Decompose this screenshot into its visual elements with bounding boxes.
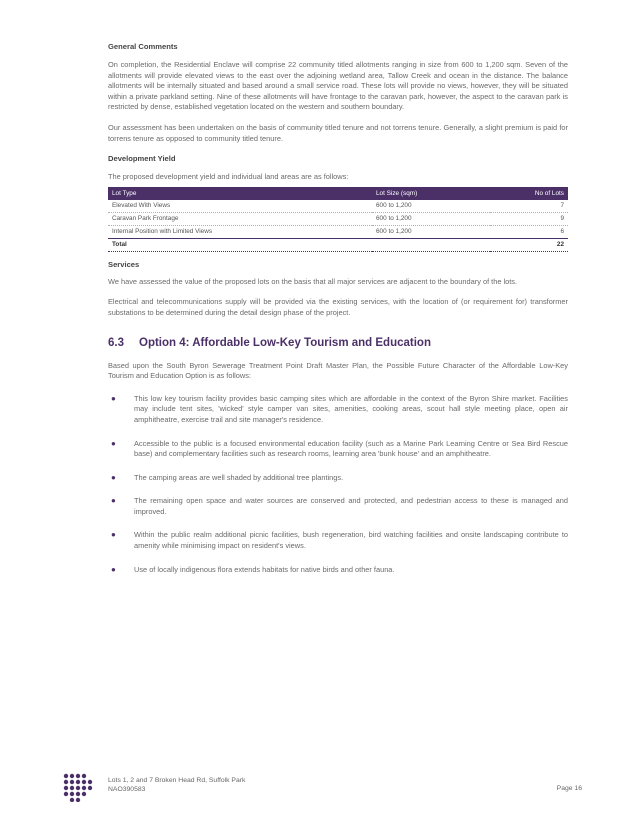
table-row bbox=[108, 225, 568, 238]
development-yield-heading: Development Yield bbox=[108, 154, 176, 164]
cell-lot-type: Elevated With Views bbox=[108, 200, 372, 213]
general-comments-heading: General Comments bbox=[108, 42, 178, 51]
list-item: ● The camping areas are well shaded by additional tree plantings. bbox=[111, 472, 344, 482]
cell-no-of-lots: 9 bbox=[490, 212, 568, 225]
table-total-row bbox=[108, 238, 568, 251]
bullet-icon: ● bbox=[111, 438, 116, 448]
general-comments-para-1: On completion, the Residential Enclave will comprise 22 community titled allotments ranging in size from 600 to 1,200 sqm. Seven of the allotments will provide elevated views to the east over the adjoining wetland area, Tallow Creek and ocean in the distance. The balance allotments will be internally situated and based around a small service road. These lots will provide no views, however, they will be situated within a private parkland setting. Nine of these allotments will have frontage to the caravan park, however, the aspect to the caravan park is restricted by dense, established vegetation located on the western and southern boundary. bbox=[108, 60, 568, 112]
cell-lot-size: 600 to 1,200 bbox=[372, 225, 490, 238]
cell-no-of-lots: 7 bbox=[490, 200, 568, 213]
general-comments-para-2: Our assessment has been undertaken on the basis of community titled tenure and not torrens tenure. Generally, a slight premium is paid for torrens tenure as opposed to community titled tenure. bbox=[108, 122, 568, 143]
total-value: 22 bbox=[490, 238, 568, 251]
total-empty bbox=[372, 238, 490, 251]
section-heading bbox=[108, 337, 568, 349]
table-header-row bbox=[108, 187, 568, 200]
bullet-icon: ● bbox=[111, 564, 116, 574]
footer-text bbox=[108, 776, 245, 794]
page-footer bbox=[62, 772, 582, 802]
col-no-of-lots: No of Lots bbox=[490, 187, 568, 200]
bullet-icon: ● bbox=[111, 393, 116, 403]
total-label: Total bbox=[108, 238, 372, 251]
section-intro: Based upon the South Byron Sewerage Treatment Point Draft Master Plan, the Possible Future Character of the Affordable Low-Key Tourism and Education Option is as follows: bbox=[108, 360, 568, 381]
bullet-icon: ● bbox=[111, 496, 116, 506]
services-para-2: Electrical and telecommunications supply will be provided via the existing services, with the location of (or requirement for) transformer substations to be determined during the detail design phase of the project. bbox=[108, 297, 568, 317]
bullet-icon: ● bbox=[111, 472, 116, 482]
table-row bbox=[108, 200, 568, 213]
services-para-1: We have assessed the value of the proposed lots on the basis that all major services are adjacent to the boundary of the lots. bbox=[108, 276, 518, 286]
list-item: ● The remaining open space and water sources are conserved and protected, and pedestrian access to these is managed and improved. bbox=[111, 496, 568, 516]
character-list bbox=[108, 394, 568, 576]
table-row bbox=[108, 212, 568, 225]
company-logo-icon bbox=[62, 772, 102, 802]
col-lot-size: Lot Size (sqm) bbox=[372, 187, 490, 200]
cell-lot-size: 600 to 1,200 bbox=[372, 212, 490, 225]
cell-lot-size: 600 to 1,200 bbox=[372, 200, 490, 213]
cell-lot-type: Internal Position with Limited Views bbox=[108, 225, 372, 238]
list-item: ● Within the public realm additional picnic facilities, bush regeneration, bird watching facilities and onsite landscaping contribute to amenity while minimising impact on resident's views. bbox=[111, 530, 568, 551]
section-title: Option 4: Affordable Low-Key Tourism and Education bbox=[139, 336, 431, 349]
list-item: ● This low key tourism facility provides basic camping sites which are affordable in the context of the Byron Shire market. Facilities may include tent sites, 'wicked' style camper van sites, amenities, cooking areas, scout hall style meeting place, open air amphitheatre, exercise trail and site manager's residence. bbox=[111, 393, 568, 424]
development-yield-table bbox=[108, 187, 568, 252]
col-lot-type: Lot Type bbox=[108, 187, 372, 200]
page-content bbox=[108, 42, 568, 588]
list-item: ● Accessible to the public is a focused environmental education facility (such as a Marine Park Learning Centre or Sea Bird Rescue base) and complementary facilities such as research rooms, learning area 'bunk house' and an amphitheatre. bbox=[111, 438, 568, 459]
development-yield-intro: The proposed development yield and individual land areas are as follows: bbox=[108, 172, 349, 182]
services-heading: Services bbox=[108, 259, 140, 269]
footer-ref: NAO390583 bbox=[108, 786, 146, 793]
list-item: ● Use of locally indigenous flora extends habitats for native birds and other fauna. bbox=[111, 564, 395, 574]
section-number: 6.3 bbox=[108, 336, 124, 349]
cell-lot-type: Caravan Park Frontage bbox=[108, 212, 372, 225]
cell-no-of-lots: 6 bbox=[490, 225, 568, 238]
footer-address: Lots 1, 2 and 7 Broken Head Rd, Suffolk Park bbox=[108, 777, 246, 784]
bullet-icon: ● bbox=[111, 530, 116, 540]
page-number: Page 16 bbox=[556, 785, 582, 792]
